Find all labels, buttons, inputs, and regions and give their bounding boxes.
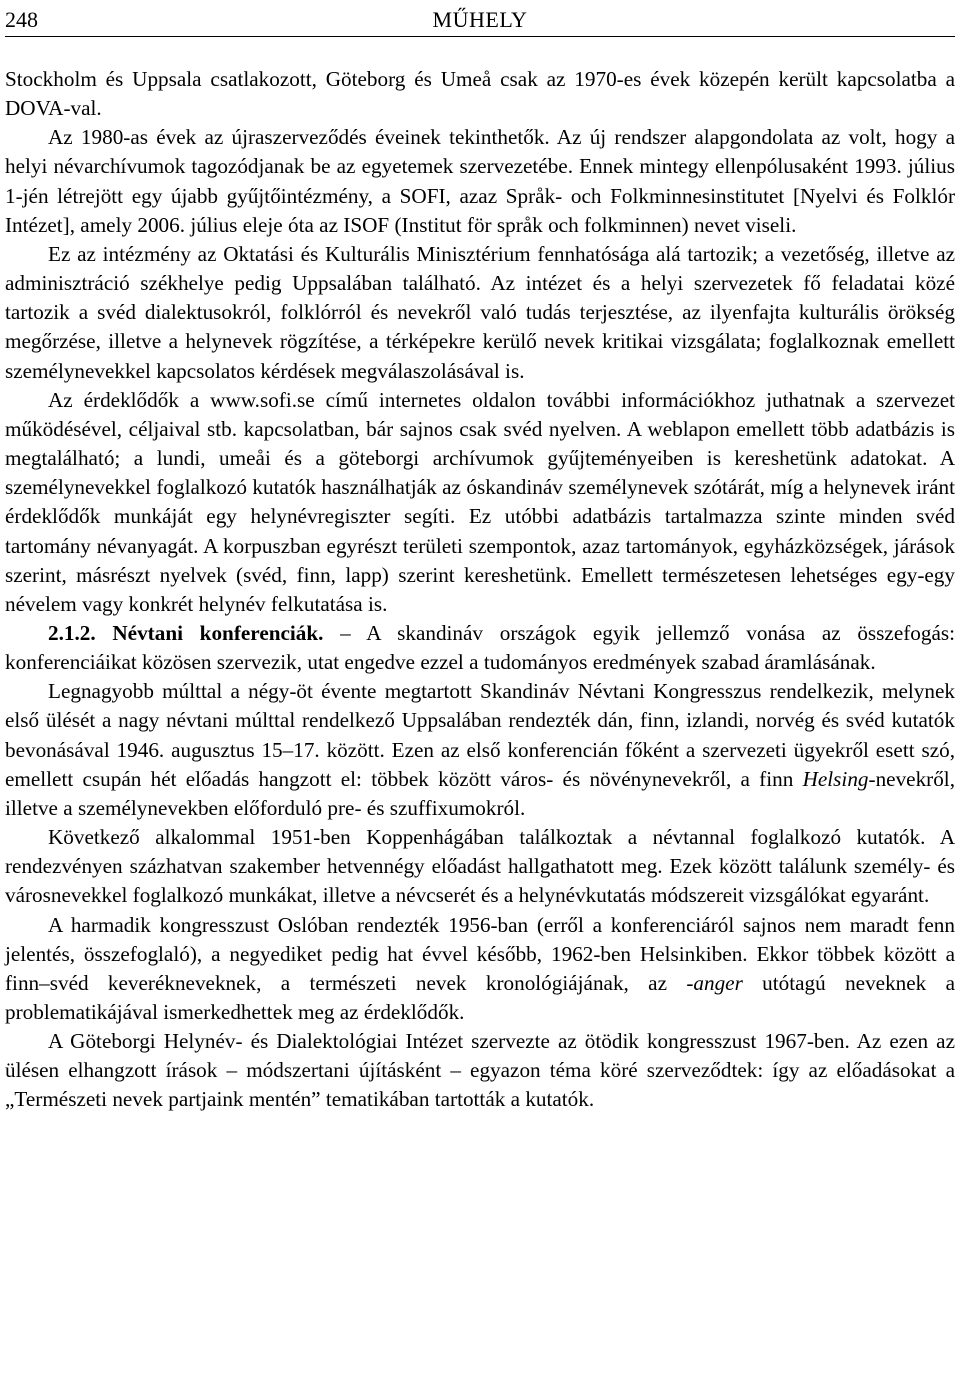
paragraph-text: A harmadik kongresszust Oslóban rendezték 1956-ban (erről a konferenciáról sajnos nem maradt fenn jelentés, összefoglaló), a negyediket pedig hat évvel később, 1962-ben Helsinkiben. Ekkor többek között a finn–svéd keverékneveknek, a természeti nevek kronológiájának, az — [5, 912, 955, 995]
paragraph: Az 1980-as évek az újraszerveződés éveinek tekinthetők. Az új rendszer alapgondolata az volt, hogy a helyi névarchívumok tagozódjanak be az egyetemek szervezetébe. Ennek mintegy ellenpólusaként 1993. július 1-jén létrejött egy újabb gyűjtőintézmény, a SOFI, azaz Språk- och Folkminnesinstitutet [Nyelvi és Folklór Intézet], amely 2006. július eleje óta az ISOF (Institut för språk och folkminnen) nevet viseli. — [5, 125, 955, 237]
paragraph — [5, 677, 955, 823]
italic-term: Helsing — [802, 766, 869, 791]
paragraph: Stockholm és Uppsala csatlakozott, Göteborg és Umeå csak az 1970-es évek közepén került kapcsolatba a DOVA-val. — [5, 67, 955, 121]
italic-term: -anger — [686, 970, 743, 995]
body-text — [5, 65, 955, 1115]
paragraph: Következő alkalommal 1951-ben Koppenhágában találkoztak a névtannal foglalkozó kutatók. A rendezvényen százhatvan szakember hetvennégy előadást hallgathatott meg. Ezek között találunk személy- és városnevekkel foglalkozó munkákat, illetve a névcserét és a helynévkutatás módszereit vizsgálókat egyaránt. — [5, 825, 955, 908]
paragraph-text: Legnagyobb múlttal a négy-öt évente megtartott Skandináv Névtani Kongresszus rendelkezik, melynek első ülését a nagy névtani múlttal rendelkező Uppsalában rendezték dán, finn, izlandi, norvég és svéd kutatók bevonásával 1946. augusztus 15–17. között. Ezen az első konferencián főként a szervezeti ügyekről esett szó, emellett csupán hét előadás hangzott el: többek között város- és növénynevekről, a finn — [5, 679, 955, 791]
section-heading: 2.1.2. Névtani konferenciák. — [48, 620, 324, 645]
paragraph — [5, 911, 955, 1028]
paragraph: Ez az intézmény az Oktatási és Kulturális Minisztérium fennhatósága alá tartozik; a vezetőség, illetve az adminisztráció székhelye pedig Uppsalában található. Az intézet és a helyi szervezetek fő feladatai közé tartozik a svéd dialektusokról, folklórról és nevekről való tudás terjesztése, az ilyenfajta kulturális örökség megőrzése, illetve a helynevek rögzítése, a térképekre kerülő nevek kritikai vizsgálata; foglalkoznak emellett személynevekkel kapcsolatos kérdések megválaszolásával is. — [5, 241, 955, 383]
running-title: MŰHELY — [432, 7, 528, 32]
page-header — [5, 0, 955, 37]
page-number: 248 — [5, 7, 38, 32]
paragraph-text: -nevekről, illetve a személynevekben előforduló pre- és szuffixumokról. — [5, 766, 955, 820]
paragraph: A Göteborgi Helynév- és Dialektológiai Intézet szervezte az ötödik kongresszust 1967-ben. Az ezen az ülésen elhangzott írások – módszertani újításként – egyazon téma köré szerveződtek: így az előadásokat a „Természeti nevek partjaink mentén” tematikában tartották a kutatók. — [5, 1029, 955, 1112]
document-page — [5, 0, 955, 1115]
paragraph: Az érdeklődők a www.sofi.se című internetes oldalon további információkhoz juthatnak a szervezet működésével, céljaival stb. kapcsolatban, bár sajnos csak svéd nyelven. A weblapon emellett több adatbázis is megtalálható; a lundi, umeåi és a göteborgi archívumok gyűjteményeiben is kereshetünk adatokat. A személynevekkel foglalkozó kutatók használhatják az óskandináv személynevek szótárát, míg a helynevek iránt érdeklődők munkáját egy helynévregiszter segíti. Ez utóbbi adatbázis tartalmazza szinte minden svéd tartomány névanyagát. A korpuszban egyrészt területi szempontok, azaz tartományok, egyházközségek, járások szerint, másrészt nyelvek (svéd, finn, lapp) szerint kereshetünk. Emellett természetesen lehetséges egy-egy névelem vagy konkrét helynév felkutatása is. — [5, 387, 955, 616]
paragraph-text: – A skandináv országok egyik jellemző vonása az összefogás: konferenciáikat közösen szervezik, utat engedve ezzel a tudományos eredmények szabad áramlásának. — [5, 620, 956, 675]
paragraph-text: utótagú neveknek a problematikájával ismerkedhettek meg az érdeklődők. — [5, 970, 955, 1024]
paragraph — [5, 619, 955, 677]
